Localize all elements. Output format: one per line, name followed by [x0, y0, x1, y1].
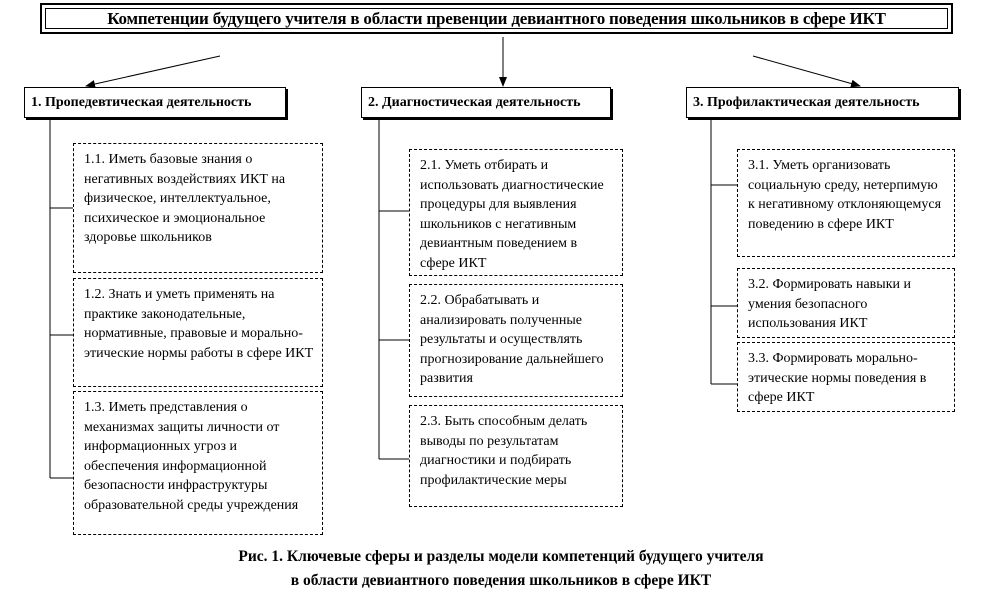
item-2-2: 2.2. Обрабатывать и анализировать полученные результаты и осуществлять прогнозирование дальнейшего развития [409, 284, 623, 397]
item-1-1: 1.1. Иметь базовые знания о негативных воздействиях ИКТ на физическое, интеллектуальное, психическое и эмоциональное здоровье школьников [73, 143, 323, 273]
item-3-3: 3.3. Формировать морально-этические нормы поведения в сфере ИКТ [737, 342, 955, 412]
diagram-title: Компетенции будущего учителя в области превенции девиантного поведения школьников в сфере ИКТ [45, 8, 948, 29]
item-2-1: 2.1. Уметь отбирать и использовать диагностические процедуры для выявления школьников с негативным девиантным поведением в сфере ИКТ [409, 149, 623, 276]
section-header-diagnostic: 2. Диагностическая деятельность [361, 87, 611, 118]
item-3-1: 3.1. Уметь организовать социальную среду, нетерпимую к негативному отклоняющемуся поведению в сфере ИКТ [737, 149, 955, 257]
section-1-tree [50, 119, 73, 478]
figure-caption-line-2: в области девиантного поведения школьников в сфере ИКТ [290, 572, 712, 589]
section-header-preventive: 3. Профилактическая деятельность [686, 87, 959, 118]
diagram-title-box [40, 3, 953, 34]
arrow-to-section-3 [753, 56, 860, 86]
section-header-propaedeutic: 1. Пропедевтическая деятельность [24, 87, 286, 118]
item-2-3: 2.3. Быть способным делать выводы по результатам диагностики и подбирать профилактические меры [409, 405, 623, 507]
section-3-tree [711, 119, 737, 384]
item-1-2: 1.2. Знать и уметь применять на практике законодательные, нормативные, правовые и морально-этические нормы работы в сфере ИКТ [73, 278, 323, 387]
item-3-2: 3.2. Формировать навыки и умения безопасного использования ИКТ [737, 268, 955, 338]
item-1-3: 1.3. Иметь представления о механизмах защиты личности от информационных угроз и обеспечения информационной безопасности инфраструктуры образовательной среды учреждения [73, 391, 323, 535]
section-2-tree [379, 119, 409, 459]
figure-caption-line-1: Рис. 1. Ключевые сферы и разделы модели компетенций будущего учителя [238, 548, 764, 565]
arrow-to-section-1 [86, 56, 220, 86]
